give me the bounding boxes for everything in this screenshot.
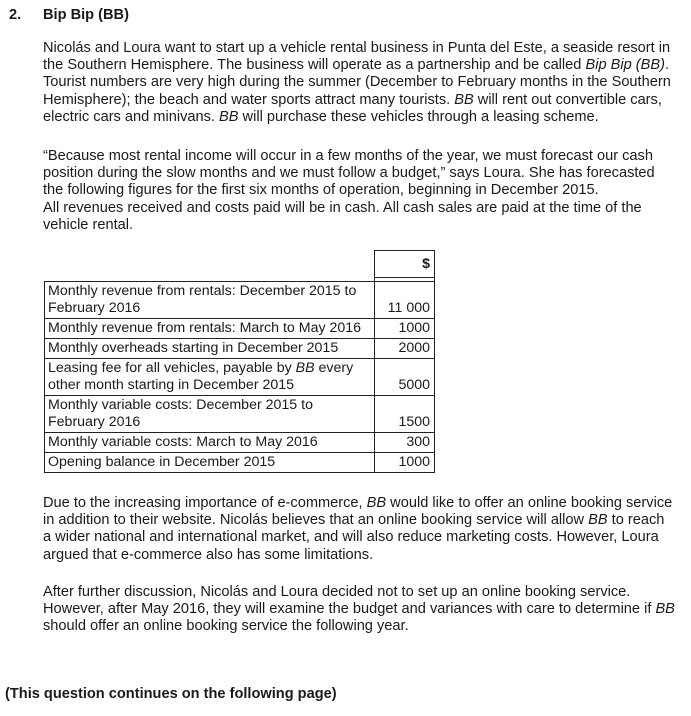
text-line: should offer an online booking service the following year. bbox=[43, 618, 409, 635]
text-line: a wider national and international market, and will also reduce marketing costs. However, Loura bbox=[43, 529, 659, 546]
text-line: the Southern Hemisphere. The business will operate as a partnership and be called Bip Bip (BB). bbox=[43, 57, 670, 74]
forecast-table bbox=[44, 250, 435, 473]
decision-paragraph bbox=[43, 584, 683, 636]
text-line: position during the slow months and we must follow a budget,” says Loura. She has forecasted bbox=[43, 165, 655, 182]
row-value: 11 000 bbox=[375, 282, 435, 319]
table-row bbox=[45, 319, 435, 339]
question-number: 2. bbox=[9, 7, 22, 23]
table-row bbox=[45, 453, 435, 473]
question-title: Bip Bip (BB) bbox=[43, 7, 129, 23]
row-value: 1500 bbox=[375, 396, 435, 433]
text-line: electric cars and minivans. BB will purchase these vehicles through a leasing scheme. bbox=[43, 108, 599, 125]
intro-paragraph bbox=[43, 40, 683, 126]
currency-header: $ bbox=[375, 251, 435, 278]
table-row bbox=[45, 396, 435, 433]
row-label: Opening balance in December 2015 bbox=[45, 453, 375, 473]
ecommerce-paragraph bbox=[43, 495, 683, 564]
text-line: All revenues received and costs paid will be in cash. All cash sales are paid at the time of the bbox=[43, 199, 642, 216]
table-row bbox=[45, 339, 435, 359]
row-label: Leasing fee for all vehicles, payable by BB every other month starting in December 2015 bbox=[45, 359, 375, 396]
table-header-row bbox=[45, 251, 435, 278]
text-line: vehicle rental. bbox=[43, 216, 134, 233]
row-label: Monthly variable costs: March to May 2016 bbox=[45, 433, 375, 453]
row-label: Monthly revenue from rentals: December 2015 to February 2016 bbox=[45, 282, 375, 319]
row-label: Monthly overheads starting in December 2015 bbox=[45, 339, 375, 359]
row-value: 5000 bbox=[375, 359, 435, 396]
text-line: Nicolás and Loura want to start up a vehicle rental business in Punta del Este, a seaside resort in bbox=[43, 40, 671, 56]
text-line: in addition to their website. Nicolás believes that an online booking service will allow BB to reach bbox=[43, 512, 665, 529]
row-value: 300 bbox=[375, 433, 435, 453]
text-line: Due to the increasing importance of e-commerce, BB would like to offer an online booking service bbox=[43, 495, 673, 511]
row-value: 2000 bbox=[375, 339, 435, 359]
text-line: Hemisphere); the beach and water sports attract many tourists. BB will rent out convertible cars, bbox=[43, 91, 662, 108]
text-line: After further discussion, Nicolás and Loura decided not to set up an online booking service. bbox=[43, 584, 631, 600]
text-line: However, after May 2016, they will examine the budget and variances with care to determine if BB bbox=[43, 601, 675, 618]
text-line: Tourist numbers are very high during the summer (December to February months in the Southern bbox=[43, 74, 671, 91]
table-row bbox=[45, 359, 435, 396]
continuation-note: (This question continues on the following page) bbox=[5, 686, 337, 702]
text-line: the following figures for the first six months of operation, beginning in December 2015. bbox=[43, 182, 599, 199]
table-row bbox=[45, 433, 435, 453]
text-line: argued that e-commerce also has some limitations. bbox=[43, 546, 374, 563]
row-value: 1000 bbox=[375, 319, 435, 339]
row-label: Monthly revenue from rentals: March to May 2016 bbox=[45, 319, 375, 339]
table-row bbox=[45, 282, 435, 319]
row-label: Monthly variable costs: December 2015 to February 2016 bbox=[45, 396, 375, 433]
text-line: “Because most rental income will occur in a few months of the year, we must forecast our cash bbox=[43, 148, 653, 164]
quote-paragraph bbox=[43, 148, 683, 234]
row-value: 1000 bbox=[375, 453, 435, 473]
